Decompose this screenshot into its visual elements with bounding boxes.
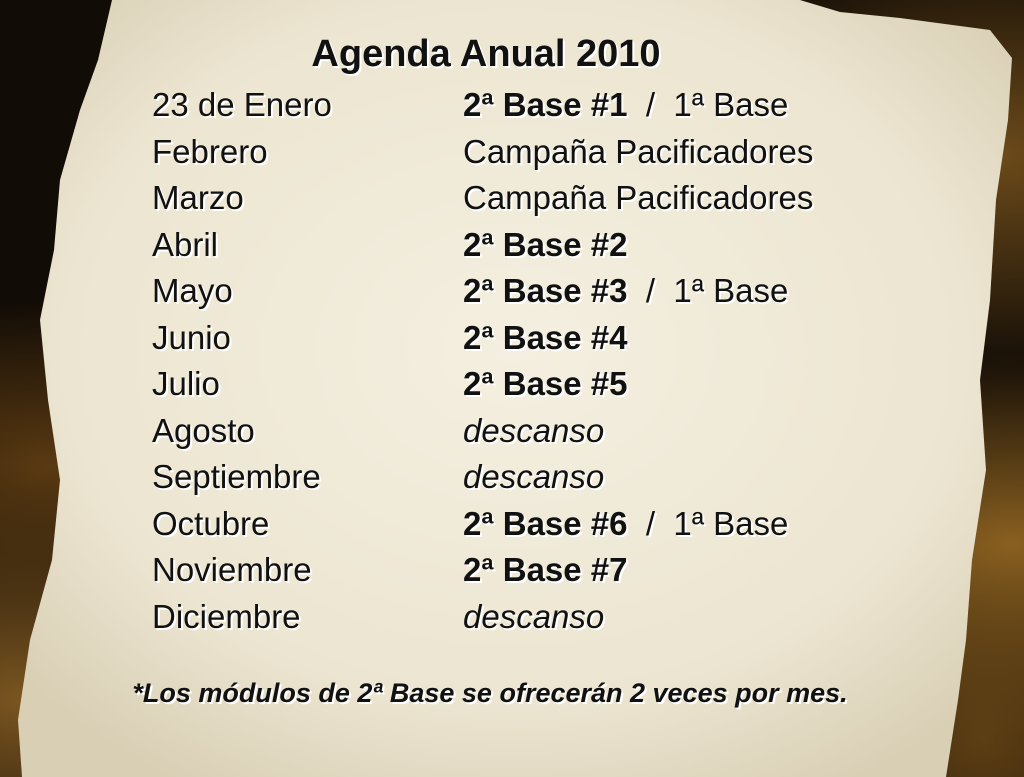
event-bold: 2ª Base #5 [463,365,628,402]
event-italic: descanso [463,411,605,449]
event-label [463,551,628,589]
event-label [463,272,788,310]
agenda-row [0,551,1024,597]
event-label [463,458,604,496]
month-label: Octubre [152,504,270,542]
event-label [463,365,628,403]
month-label: Mayo [152,272,233,309]
event-label [463,86,788,124]
event-label [463,319,628,357]
event-bold: 2ª Base #6 [463,504,628,542]
month-label: Abril [152,225,219,263]
agenda-row [0,86,1024,132]
event-suffix: / 1ª Base [627,272,789,309]
agenda-row [0,505,1024,551]
agenda-row [0,133,1024,179]
event-label [463,598,604,636]
month-label: Noviembre [152,551,312,588]
agenda-row [0,598,1024,644]
month-label: Septiembre [152,458,321,495]
agenda-row [0,179,1024,225]
month-label: Junio [152,318,231,356]
event-suffix: / 1ª Base [627,504,789,542]
month-label: Marzo [152,179,244,216]
event-label [463,412,604,450]
agenda-row [0,365,1024,411]
event-bold: 2ª Base #2 [463,225,628,263]
footnote: *Los módulos de 2ª Base se ofrecerán 2 veces por mes. [132,678,848,708]
event-bold: 2ª Base #1 [463,86,628,123]
month-label: Febrero [152,132,268,170]
event-label [463,226,628,264]
page-title: Agenda Anual 2010 [311,33,661,75]
event-suffix: / 1ª Base [627,86,789,123]
agenda-row [0,412,1024,458]
event-label [463,179,813,217]
month-label: Julio [152,365,220,402]
agenda-row [0,272,1024,318]
agenda-row [0,319,1024,365]
month-label: 23 de Enero [152,86,332,123]
event-suffix: Campaña Pacificadores [463,179,814,216]
agenda-row [0,458,1024,504]
event-italic: descanso [463,597,605,635]
event-label [463,133,813,171]
agenda-row [0,226,1024,272]
month-label: Diciembre [152,597,301,635]
event-bold: 2ª Base #3 [463,272,628,309]
month-label: Agosto [152,411,255,449]
event-italic: descanso [463,458,605,495]
event-bold: 2ª Base #4 [463,318,628,356]
event-bold: 2ª Base #7 [463,551,628,588]
event-suffix: Campaña Pacificadores [463,132,814,170]
event-label [463,505,788,543]
